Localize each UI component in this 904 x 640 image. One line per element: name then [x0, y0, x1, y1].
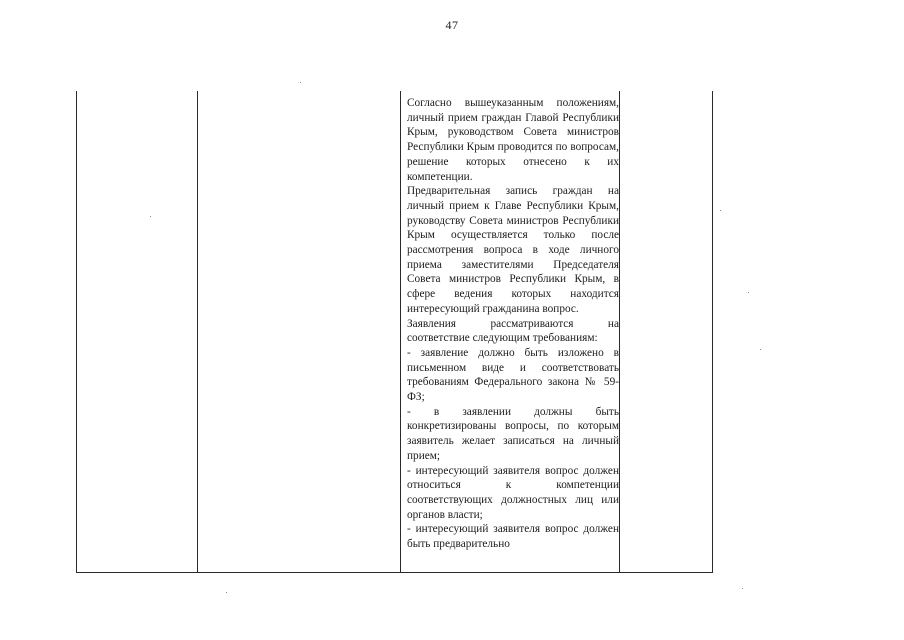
table-border-right — [712, 91, 713, 573]
table-cell-text — [407, 96, 619, 574]
scan-speck — [300, 82, 301, 83]
cell-paragraph: Предварительная запись граждан на личный прием к Главе Республики Крым, руководству Совета министров Республики Крым осуществляется только после рассмотрения вопроса в ходе личного приема заместителями Председателя Совета министров Республики Крым, в сфере ведения которых находится интересующий гражданина вопрос. — [407, 185, 619, 315]
scan-speck — [226, 592, 227, 593]
page-number: 47 — [445, 18, 459, 32]
scan-speck — [748, 292, 749, 293]
cell-paragraph: Согласно вышеуказанным положениям, личный прием граждан Главой Республики Крым, руководством Совета министров Республики Крым проводится по вопросам, решение которых отнесено к их компетенции. — [407, 97, 619, 183]
cell-paragraph: - заявление должно быть изложено в письменном виде и соответствовать требованиям Федерального закона № 59-ФЗ; — [407, 346, 619, 404]
table-border-left — [76, 91, 77, 573]
cell-paragraph: - в заявлении должны быть конкретизированы вопросы, по которым заявитель желает записаться на личный прием; — [407, 405, 619, 462]
document-table — [76, 91, 713, 573]
cell-paragraph: Заявления рассматриваются на соответствие следующим требованиям: — [407, 317, 619, 345]
scan-speck — [150, 216, 151, 217]
cell-paragraph: - интересующий заявителя вопрос должен быть предварительно — [407, 523, 619, 551]
scan-speck — [742, 588, 743, 589]
scan-speck — [720, 210, 721, 211]
scan-speck — [760, 349, 761, 350]
table-column-divider-2 — [400, 91, 401, 573]
cell-paragraph: - интересующий заявителя вопрос должен относиться к компетенции соответствующих должностных лиц или органов власти; — [407, 464, 619, 521]
table-column-divider-1 — [197, 91, 198, 573]
table-column-divider-3 — [619, 91, 620, 573]
